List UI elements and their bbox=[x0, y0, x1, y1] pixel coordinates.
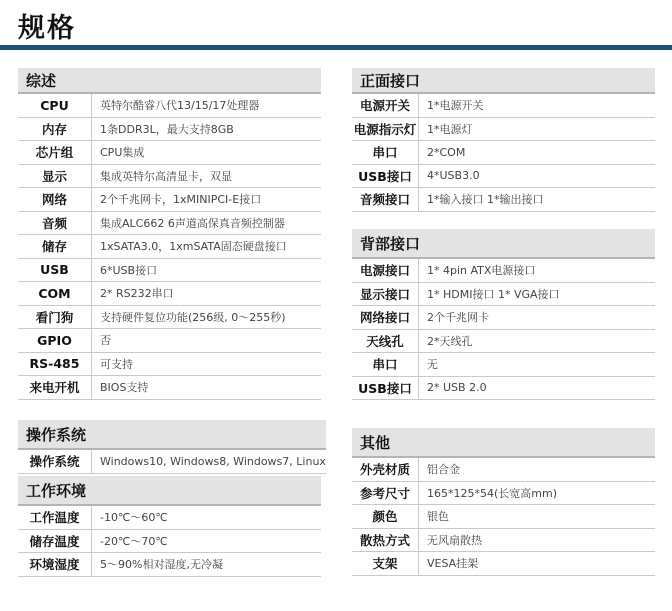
spec-value: 4*USB3.0 bbox=[427, 169, 480, 183]
section-other bbox=[352, 428, 655, 576]
spec-label: 储存 bbox=[18, 235, 92, 258]
spec-row bbox=[352, 458, 655, 482]
spec-value: 可支持 bbox=[100, 357, 133, 371]
spec-value: -20℃～70℃ bbox=[100, 534, 168, 548]
section-os bbox=[18, 420, 326, 474]
spec-row bbox=[18, 188, 321, 212]
spec-label: 看门狗 bbox=[18, 306, 92, 329]
spec-label: USB bbox=[18, 259, 92, 282]
spec-value: -10℃～60℃ bbox=[100, 511, 168, 525]
spec-label: 音频 bbox=[18, 212, 92, 235]
spec-row bbox=[352, 94, 655, 118]
spec-value: 无风扇散热 bbox=[427, 533, 482, 547]
spec-row bbox=[18, 450, 326, 474]
spec-value: 2*天线孔 bbox=[427, 334, 473, 348]
spec-label: COM bbox=[18, 282, 92, 305]
spec-row bbox=[18, 376, 321, 400]
section-heading: 背部接口 bbox=[352, 229, 655, 259]
section-heading: 正面接口 bbox=[352, 68, 655, 94]
spec-label: 来电开机 bbox=[18, 376, 92, 399]
page-title: 规格 bbox=[18, 13, 76, 44]
spec-row bbox=[352, 283, 655, 307]
spec-label: 串口 bbox=[352, 353, 419, 376]
spec-label: 电源接口 bbox=[352, 259, 419, 282]
section-back-ports bbox=[352, 229, 655, 400]
spec-row bbox=[18, 329, 321, 353]
spec-label: 储存温度 bbox=[18, 530, 92, 553]
spec-value: 银色 bbox=[427, 510, 449, 524]
spec-label: 串口 bbox=[352, 141, 419, 164]
spec-value: 2*COM bbox=[427, 145, 466, 159]
spec-label: 散热方式 bbox=[352, 529, 419, 552]
spec-value: 1*电源灯 bbox=[427, 122, 473, 136]
section-heading: 其他 bbox=[352, 428, 655, 458]
section-heading: 操作系统 bbox=[18, 420, 326, 450]
spec-row bbox=[352, 141, 655, 165]
spec-label: 环境湿度 bbox=[18, 553, 92, 576]
spec-value: 集成ALC662 6声道高保真音频控制器 bbox=[100, 216, 285, 230]
spec-row bbox=[352, 482, 655, 506]
spec-row bbox=[352, 165, 655, 189]
spec-row bbox=[18, 94, 321, 118]
spec-value: 5～90%相对湿度,无冷凝 bbox=[100, 558, 223, 572]
title-divider bbox=[0, 45, 672, 50]
spec-row bbox=[18, 553, 321, 577]
spec-row bbox=[352, 259, 655, 283]
spec-label: 网络 bbox=[18, 188, 92, 211]
spec-value: Windows10, Windows8, Windows7, Linux bbox=[100, 454, 326, 468]
spec-value: 1*输入接口 1*输出接口 bbox=[427, 193, 544, 207]
spec-value: 铝合金 bbox=[427, 463, 460, 477]
spec-row bbox=[352, 505, 655, 529]
spec-value: 2* RS232串口 bbox=[100, 287, 174, 301]
spec-row bbox=[18, 235, 321, 259]
section-heading: 综述 bbox=[18, 68, 321, 94]
spec-row bbox=[18, 212, 321, 236]
spec-row bbox=[18, 306, 321, 330]
spec-row bbox=[18, 165, 321, 189]
spec-row bbox=[352, 330, 655, 354]
spec-value: 集成英特尔高清显卡，双显 bbox=[100, 169, 232, 183]
section-front-ports bbox=[352, 68, 655, 212]
spec-value: 1条DDR3L，最大支持8GB bbox=[100, 122, 234, 136]
spec-row bbox=[352, 306, 655, 330]
spec-value: 无 bbox=[427, 358, 438, 372]
spec-value: 1* 4pin ATX电源接口 bbox=[427, 264, 536, 278]
spec-row bbox=[352, 529, 655, 553]
spec-label: 显示接口 bbox=[352, 283, 419, 306]
spec-label: 天线孔 bbox=[352, 330, 419, 353]
spec-value: 1xSATA3.0，1xmSATA固态硬盘接口 bbox=[100, 240, 287, 254]
section-overview bbox=[18, 68, 321, 400]
spec-label: 操作系统 bbox=[18, 450, 92, 473]
spec-label: 参考尺寸 bbox=[352, 482, 419, 505]
spec-label: 外壳材质 bbox=[352, 458, 419, 481]
spec-row bbox=[18, 353, 321, 377]
spec-row bbox=[18, 141, 321, 165]
spec-value: BIOS支持 bbox=[100, 381, 149, 395]
spec-row bbox=[18, 282, 321, 306]
spec-label: 支架 bbox=[352, 552, 419, 575]
spec-label: 电源开关 bbox=[352, 94, 419, 117]
spec-value: 否 bbox=[100, 334, 111, 348]
spec-row bbox=[352, 118, 655, 142]
spec-value: 6*USB接口 bbox=[100, 263, 158, 277]
spec-value: 1*电源开关 bbox=[427, 99, 484, 113]
spec-label: 工作温度 bbox=[18, 506, 92, 529]
spec-value: 165*125*54(长宽高mm) bbox=[427, 486, 558, 500]
spec-label: RS-485 bbox=[18, 353, 92, 376]
spec-row bbox=[352, 353, 655, 377]
spec-value: CPU集成 bbox=[100, 146, 145, 160]
section-environment bbox=[18, 476, 321, 577]
spec-label: 网络接口 bbox=[352, 306, 419, 329]
spec-value: 英特尔酷睿八代13/15/17处理器 bbox=[100, 99, 260, 113]
spec-row bbox=[18, 506, 321, 530]
section-heading: 工作环境 bbox=[18, 476, 321, 506]
spec-label: 电源指示灯 bbox=[352, 118, 419, 141]
spec-label: 音频接口 bbox=[352, 188, 419, 211]
spec-row bbox=[18, 259, 321, 283]
spec-label: GPIO bbox=[18, 329, 92, 352]
spec-value: 2个千兆网卡，1xMINIPCI-E接口 bbox=[100, 193, 262, 207]
spec-value: 1* HDMI接口 1* VGA接口 bbox=[427, 287, 560, 301]
spec-label: USB接口 bbox=[352, 165, 419, 188]
spec-label: USB接口 bbox=[352, 377, 419, 400]
spec-row bbox=[352, 552, 655, 576]
spec-value: 2个千兆网卡 bbox=[427, 311, 489, 325]
spec-value: 2* USB 2.0 bbox=[427, 381, 487, 395]
spec-value: 支持硬件复位功能(256级, 0～255秒) bbox=[100, 310, 286, 324]
spec-label: 内存 bbox=[18, 118, 92, 141]
spec-row bbox=[18, 530, 321, 554]
spec-row bbox=[352, 377, 655, 401]
spec-value: VESA挂架 bbox=[427, 557, 479, 571]
spec-label: 显示 bbox=[18, 165, 92, 188]
spec-label: 芯片组 bbox=[18, 141, 92, 164]
spec-row bbox=[352, 188, 655, 212]
spec-label: CPU bbox=[18, 94, 92, 117]
spec-row bbox=[18, 118, 321, 142]
spec-label: 颜色 bbox=[352, 505, 419, 528]
